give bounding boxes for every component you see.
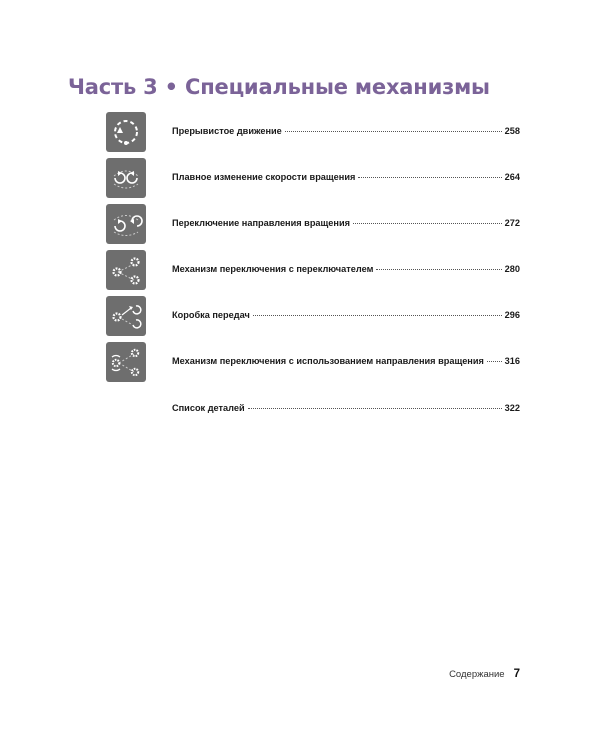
direction-based-switch-icon: [106, 342, 146, 382]
leader-dots: [376, 269, 501, 270]
toc-entry-direction-based-switch[interactable]: [106, 342, 520, 382]
switch-mechanism-icon: [106, 250, 146, 290]
smooth-speed-change-icon: [106, 158, 146, 198]
toc-entry-switch-mechanism[interactable]: [106, 250, 520, 290]
toc-entry-smooth-speed-change[interactable]: [106, 158, 520, 198]
leader-dots: [353, 223, 502, 224]
footer-page-number: 7: [513, 668, 520, 680]
toc-entry-intermittent-motion[interactable]: [106, 112, 520, 152]
toc-entry-label: Прерывистое движение: [172, 126, 282, 136]
toc-entry-label: Список деталей: [172, 403, 245, 413]
leader-dots: [253, 315, 502, 316]
toc-entry-parts-list[interactable]: [106, 403, 520, 419]
toc-entry-page: 272: [504, 218, 520, 228]
toc-entry-page: 280: [504, 264, 520, 274]
toc-entry-label: Плавное изменение скорости вращения: [172, 172, 356, 182]
leader-dots: [285, 131, 502, 132]
toc-entry-page: 322: [504, 403, 520, 413]
intermittent-motion-icon: [106, 112, 146, 152]
leader-dots: [248, 408, 502, 409]
toc-entry-page: 296: [504, 310, 520, 320]
toc-entry-direction-switch[interactable]: [106, 204, 520, 244]
footer-section-name: Содержание: [449, 669, 505, 680]
toc-entry-label: Механизм переключения с переключателем: [172, 264, 374, 274]
toc-entry-page: 316: [504, 356, 520, 366]
toc-entry-label: Коробка передач: [172, 310, 250, 320]
toc-entry-page: 258: [504, 126, 520, 136]
toc-entry-label: Переключение направления вращения: [172, 218, 350, 228]
direction-switch-icon: [106, 204, 146, 244]
gearbox-icon: [106, 296, 146, 336]
toc-entry-label: Механизм переключения с использованием направления вращения: [172, 356, 484, 366]
toc-entry-page: 264: [504, 172, 520, 182]
leader-dots: [358, 177, 501, 178]
leader-dots: [487, 361, 502, 362]
page-footer: [449, 668, 520, 680]
toc-entry-gearbox[interactable]: [106, 296, 520, 336]
part-title: Часть 3 • Специальные механизмы: [68, 75, 490, 99]
